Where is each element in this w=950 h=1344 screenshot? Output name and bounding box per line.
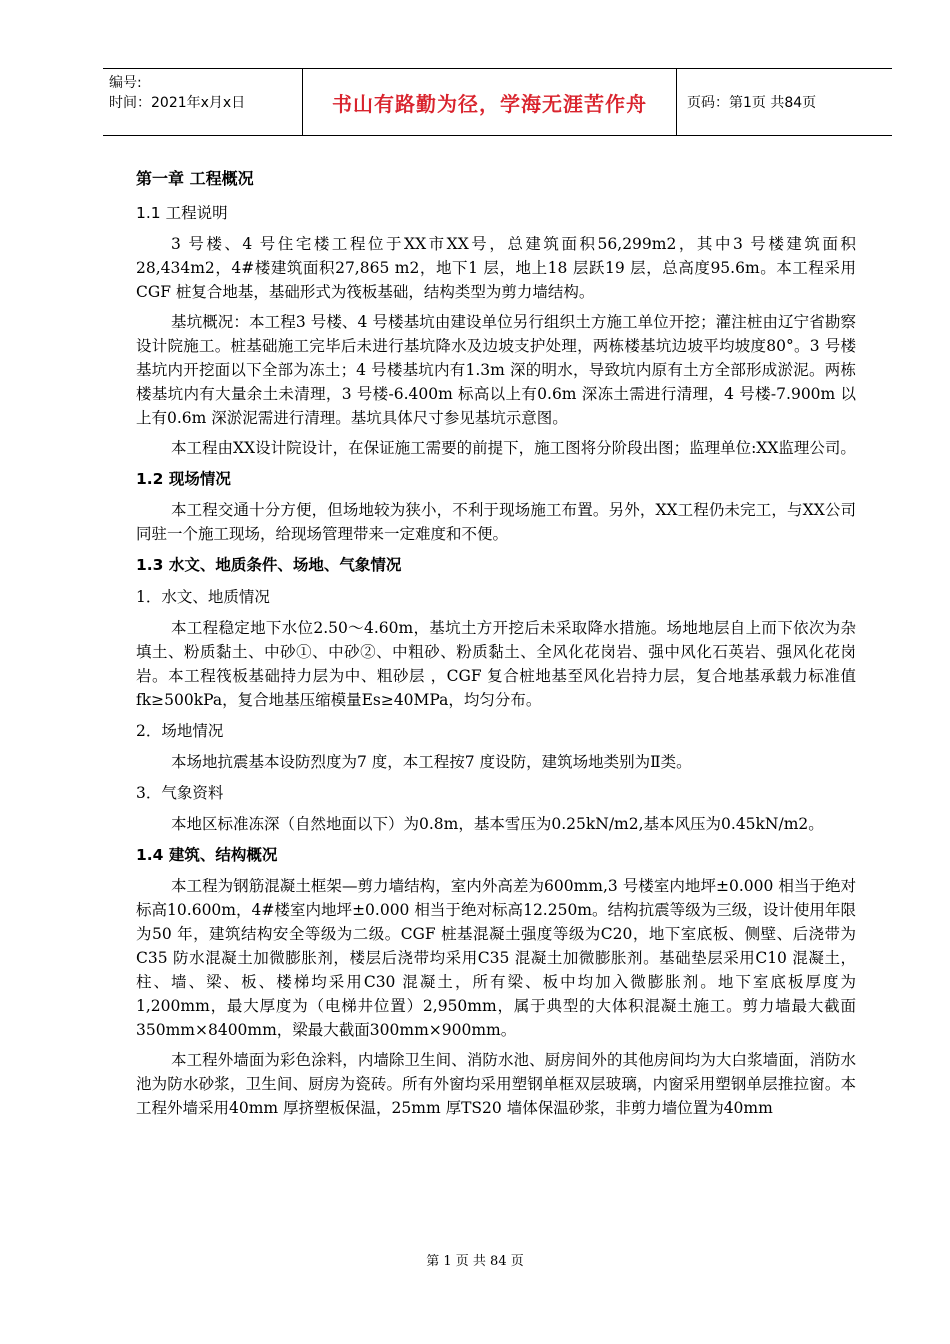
document-body: [136, 166, 856, 1126]
paragraph: 基坑概况：本工程3 号楼、4 号楼基坑由建设单位另行组织土方施工单位开挖；灌注桩由辽宁省勘察设计院施工。桩基础施工完毕后未进行基坑降水及边坡支护处理，两栋楼基坑边坡平均坡度80°。3 号楼基坑内开挖面以下全部为冻土；4 号楼基坑内有1.3m 深的明水，导致坑内原有土方全部形成淤泥。两栋楼基坑内有大量余土未清理，3 号楼-6.400m 标高以上有0.6m 深冻土需进行清理，4 号楼-7.900m 以上有0.6m 深淤泥需进行清理。基坑具体尺寸参见基坑示意图。: [136, 313, 856, 427]
paragraph: 本工程交通十分方便，但场地较为狭小，不利于现场施工布置。另外，XX工程仍未完工，与XX公司同驻一个施工现场，给现场管理带来一定难度和不便。: [136, 501, 856, 543]
number-label: 编号:: [109, 75, 142, 91]
header-page-info: 页码：第1页 共84页: [687, 95, 817, 111]
paragraph: 3 号楼、4 号住宅楼工程位于XX市XX号，总建筑面积56,299m2，其中3 号楼建筑面积28,434m2，4#楼建筑面积27,865 m2，地下1 层，地上18 层跃19 层，总高度95.6m。本工程采用CGF 桩复合地基，基础形式为筏板基础，结构类型为剪力墙结构。: [136, 235, 856, 301]
subsection-site: 2．场地情况: [136, 722, 224, 740]
paragraph: 本地区标准冻深（自然地面以下）为0.8m，基本雪压为0.25kN/m2,基本风压为0.45kN/m2。: [171, 815, 824, 833]
paragraph: 本工程为钢筋混凝土框架—剪力墙结构，室内外高差为600mm,3 号楼室内地坪±0.000 相当于绝对标高10.600m，4#楼室内地坪±0.000 相当于绝对标高12.250m。结构抗震等级为三级，设计使用年限为50 年，建筑结构安全等级为二级。CGF 桩基混凝土强度等级为C20，地下室底板、侧壁、后浇带为C35 防水混凝土加微膨胀剂，楼层后浇带均采用C35 混凝土加微膨胀剂。基础垫层采用C10 混凝土，柱、墙、梁、板、楼梯均采用C30 混凝土，所有梁、板中均加入微膨胀剂。地下室底板厚度为1,200mm，最大厚度为（电梯井位置）2,950mm，属于典型的大体积混凝土施工。剪力墙最大截面350mm×8400mm，梁最大截面300mm×900mm。: [136, 877, 856, 1039]
header-motto: 书山有路勤为径，学海无涯苦作舟: [303, 69, 677, 135]
chapter-title: 第一章 工程概况: [136, 169, 254, 188]
paragraph: 本工程稳定地下水位2.50～4.60m，基坑土方开挖后未采取降水措施。场地地层自上而下依次为杂填土、粉质黏土、中砂①、中砂②、中粗砂、粉质黏土、全风化花岗岩、强中风化石英岩、强风化花岗岩。本工程筏板基础持力层为中、粗砂层 ，CGF 复合桩地基至风化岩持力层，复合地基承载力标准值fk≥500kPa，复合地基压缩模量Es≥40MPa，均匀分布。: [136, 619, 856, 709]
time-label: 时间：2021年x月x日: [109, 95, 246, 111]
section-1-1: 1.1 工程说明: [136, 204, 228, 222]
page-footer: 第 1 页 共 84 页: [426, 1254, 524, 1269]
section-1-3: 1.3 水文、地质条件、场地、气象情况: [136, 556, 402, 574]
section-1-2: 1.2 现场情况: [136, 470, 231, 488]
header-meta: [103, 69, 303, 135]
section-1-4: 1.4 建筑、结构概况: [136, 846, 278, 864]
paragraph: 本场地抗震基本设防烈度为7 度，本工程按7 度设防，建筑场地类别为Ⅱ类。: [171, 753, 692, 771]
paragraph: 本工程外墙面为彩色涂料，内墙除卫生间、消防水池、厨房间外的其他房间均为大白浆墙面，消防水池为防水砂浆，卫生间、厨房为瓷砖。所有外窗均采用塑钢单框双层玻璃，内窗采用塑钢单层推拉窗。本工程外墙采用40mm 厚挤塑板保温，25mm 厚TS20 墙体保温砂浆，非剪力墙位置为40mm: [136, 1051, 856, 1117]
subsection-weather: 3．气象资料: [136, 784, 224, 802]
paragraph: 本工程由XX设计院设计，在保证施工需要的前提下，施工图将分阶段出图；监理单位:XX监理公司。: [171, 439, 856, 457]
subsection-water: 1．水文、地质情况: [136, 588, 270, 606]
page-header: [103, 68, 892, 136]
